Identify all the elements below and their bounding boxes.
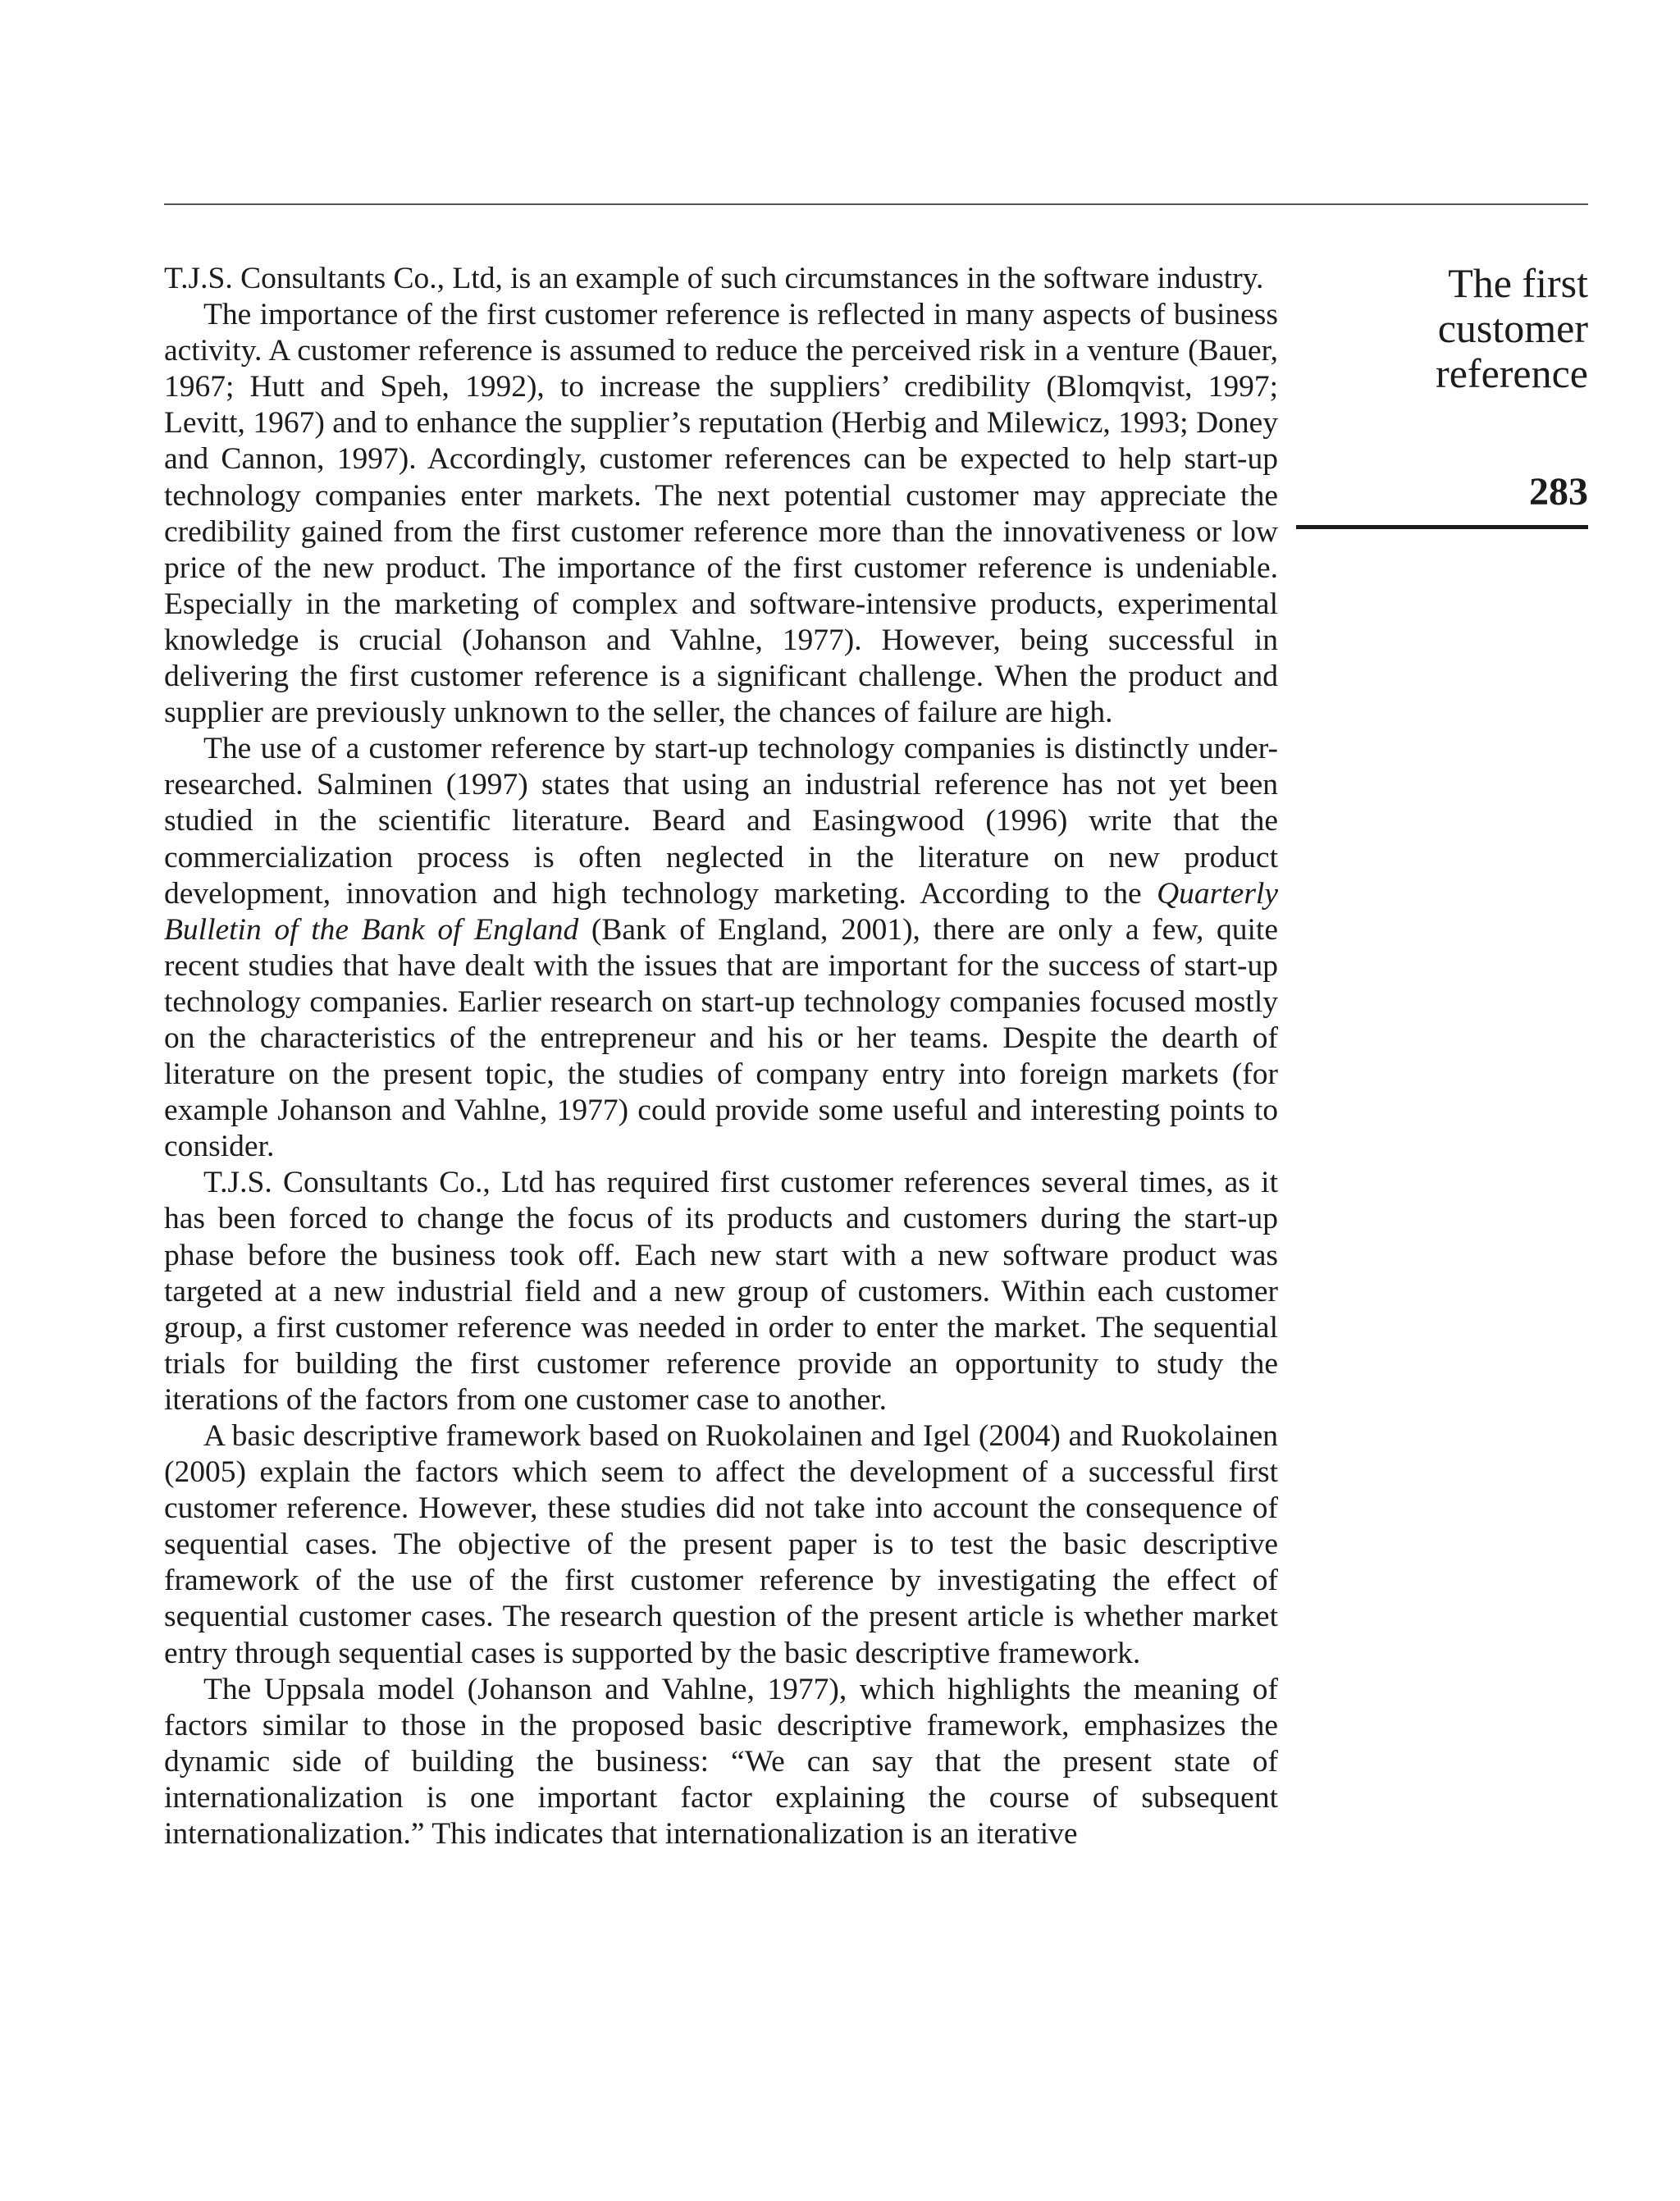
running-head-title (1296, 261, 1588, 396)
paragraph-2: The importance of the first customer reference is reflected in many aspects of business activity. A customer reference is assumed to reduce the perceived risk in a venture (Bauer, 1967; Hutt and Speh, 1992), to increase the suppliers’ credibility (Blomqvist, 1997; Levitt, 1967) and to enhance the supplier’s reputation (Herbig and Milewicz, 1993; Doney and Cannon, 1997). Accordingly, customer references can be expected to help start-up technology companies enter markets. The next potential customer may appreciate the credibility gained from the first customer reference more than the innovativeness or low price of the new product. The importance of the first customer reference is undeniable. Especially in the marketing of complex and software-intensive products, experimental knowledge is crucial (Johanson and Vahlne, 1977). However, being successful in delivering the first customer reference is a significant challenge. When the product and supplier are previously unknown to the seller, the chances of failure are high. (164, 298, 1278, 730)
running-head (1296, 261, 1588, 396)
paragraph-6: The Uppsala model (Johanson and Vahlne, 1977), which highlights the meaning of factors similar to those in the proposed basic descriptive framework, emphasizes the dynamic side of building the business: “We can say that the present state of internationalization is one important factor explaining the course of subsequent internationalization.” This indicates that internationalization is an iterative (164, 1672, 1278, 1852)
header-rule (164, 203, 1588, 205)
running-head-line-1: The first (1448, 260, 1588, 306)
paragraph-4: T.J.S. Consultants Co., Ltd has required first customer references several times, as it has been forced to change the focus of its products and customers during the start-up phase before the business took off. Each new start with a new software product was targeted at a new industrial field and a new group of customers. Within each customer group, a first customer reference was needed in order to enter the market. The sequential trials for building the first customer reference provide an opportunity to study the iterations of the factors from one customer case to another. (164, 1166, 1278, 1417)
running-head-line-2: customer (1437, 305, 1588, 351)
running-head-line-3: reference (1436, 350, 1588, 396)
journal-title-italic: Quarterly Bulletin of the Bank of England (164, 876, 1278, 947)
paragraph-5: A basic descriptive framework based on Ruokolainen and Igel (2004) and Ruokolainen (2005) explain the factors which seem to affect the development of a successful first customer reference. However, these studies did not take into account the consequence of sequential cases. The objective of the present paper is to test the basic descriptive framework of the use of the first customer reference by investigating the effect of sequential customer cases. The research question of the present article is whether market entry through sequential cases is supported by the basic descriptive framework. (164, 1419, 1278, 1670)
paragraph-3 (164, 731, 1278, 1165)
page-number: 283 (1529, 470, 1588, 514)
paragraph-1: T.J.S. Consultants Co., Ltd, is an example of such circumstances in the software industry. (164, 262, 1264, 295)
paragraph-3-text-b: (Bank of England, 2001), there are only a few, quite recent studies that have dealt with the issues that are important for the success of start-up technology companies. Earlier research on start-up technology companies focused mostly on the characteristics of the entrepreneur and his or her teams. Despite the dearth of literature on the present topic, the studies of company entry into foreign markets (for example Johanson and Vahlne, 1977) could provide some useful and interesting points to consider. (164, 912, 1278, 1164)
article-body (164, 261, 1278, 1852)
paragraph-3-text-a: The use of a customer reference by start-up technology companies is distinctly under-researched. Salminen (1997) states that using an industrial reference has not yet been studied in the scientific literature. Beard and Easingwood (1996) write that the commercialization process is often neglected in the literature on new product development, innovation and high technology marketing. According to the (164, 732, 1278, 911)
page-number-rule (1296, 525, 1588, 529)
